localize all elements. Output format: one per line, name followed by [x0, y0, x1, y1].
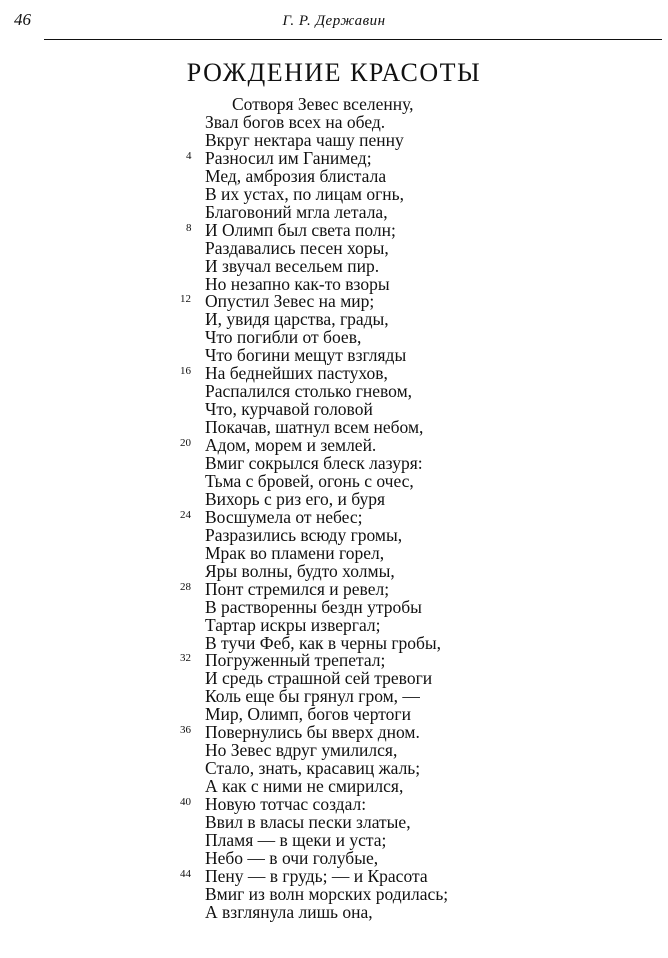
poem-line-text: Опустил Зевес на мир; [205, 291, 375, 312]
poem-line-text: Разносил им Ганимед; [205, 147, 372, 168]
poem-line-text: Вихорь с риз его, и буря [205, 488, 386, 509]
poem-line-text: Разразились всюду громы, [205, 524, 403, 545]
poem-line-text: Но Зевес вдруг умилился, [205, 740, 398, 761]
poem-line [0, 867, 668, 886]
poem-line-text: Тьма с бровей, огонь с очес, [205, 470, 414, 491]
poem-line-text: Но незапно как-то взоры [205, 273, 390, 294]
poem-line-text: В тучи Феб, как в черны гробы, [205, 632, 442, 653]
poem-line [0, 544, 668, 563]
poem-line-text: Что погибли от боев, [205, 327, 362, 348]
line-number: 44 [180, 867, 191, 880]
poem-line-text: Что богини мещут взгляды [205, 345, 407, 366]
header-rule [44, 39, 662, 40]
poem-line-text: На беднейших пастухов, [205, 363, 388, 384]
line-number: 32 [180, 652, 191, 665]
poem-line-text: Яры волны, будто холмы, [205, 560, 395, 581]
poem-line [0, 221, 668, 240]
line-number: 12 [180, 293, 191, 306]
poem-line-text: И средь страшной сей тревоги [205, 668, 433, 689]
poem-line [0, 616, 668, 635]
poem-line-text: Новую тотчас создал: [205, 794, 367, 815]
poem-line [0, 239, 668, 258]
poem-line-text: Ввил в власы пески златые, [205, 812, 411, 832]
poem-line-text: Сотворя Зевес вселенну, [232, 94, 414, 114]
poem-line-text: Адом, морем и землей. [205, 435, 377, 456]
poem-line-text: Распалился столько гневом, [205, 381, 413, 402]
poem-line-text: А взглянула лишь она, [205, 901, 373, 922]
poem-line-text: Погруженный трепетал; [205, 650, 386, 671]
poem-line-text: Пламя — в щеки и уста; [205, 829, 387, 850]
poem-line [0, 203, 668, 222]
poem-line-text: Коль еще бы грянул гром, — [205, 686, 420, 707]
poem-line [0, 562, 668, 581]
poem-line-text: Покачав, шатнул всем небом, [205, 417, 424, 438]
line-number: 40 [180, 796, 191, 809]
poem-line-text: Благовоний мгла летала, [205, 201, 388, 222]
poem-line-text: Восшумела от небес; [205, 506, 363, 527]
poem-line-text: Понт стремился и ревел; [205, 578, 390, 599]
poem-line-text: Мед, амброзия блистала [205, 165, 387, 186]
poem-line-text: А как с ними не смирился, [205, 776, 404, 797]
poem-line-text: Пену — в грудь; — и Красота [205, 865, 428, 886]
line-number: 24 [180, 508, 191, 521]
poem-line-text: Вкруг нектара чашу пенну [205, 129, 404, 150]
poem-line [0, 185, 668, 204]
poem-line [0, 508, 668, 527]
poem-line-text: Раздавались песен хоры, [205, 237, 389, 258]
poem-line [0, 149, 668, 168]
poem-line [0, 580, 668, 599]
poem-line-text: Вмиг из волн морских родилась; [205, 883, 449, 904]
poem-line-text: Вмиг сокрылся блеск лазуря: [205, 453, 423, 473]
line-number: 4 [186, 149, 192, 162]
line-number: 28 [180, 580, 191, 593]
poem-line [0, 167, 668, 186]
poem-line-text: И, увидя царства, грады, [205, 309, 389, 330]
poem-line [0, 885, 668, 904]
poem-line-text: И Олимп был света полн; [205, 219, 396, 240]
poem-title: РОЖДЕНИЕ КРАСОТЫ [186, 58, 482, 87]
poem-line-text: И звучал весельем пир. [205, 255, 380, 276]
poem-line-text: Мрак во пламени горел, [205, 542, 385, 563]
line-number: 36 [180, 724, 191, 737]
poem-line-text: Тартар искры извергал; [205, 614, 381, 635]
poem-line-text: Небо — в очи голубые, [205, 847, 379, 868]
line-number: 16 [180, 365, 191, 378]
poem-line-text: Звал богов всех на обед. [205, 111, 386, 132]
poem-line-text: В их устах, по лицам огнь, [205, 183, 405, 204]
poem-line-text: Повернулись бы вверх дном. [205, 722, 420, 743]
poem-line [0, 257, 668, 276]
page-number: 46 [14, 10, 31, 29]
line-number: 8 [186, 221, 192, 234]
poem-line-text: Мир, Олимп, богов чертоги [205, 704, 411, 725]
poem-line-text: Что, курчавой головой [205, 399, 373, 420]
poem-line [0, 903, 668, 922]
running-head: Г. Р. Державин [282, 13, 386, 29]
poem-line-text: Стало, знать, красавиц жаль; [205, 758, 421, 779]
poem-line-text: В растворенны бездн утробы [205, 596, 422, 617]
line-number: 20 [180, 437, 191, 450]
poem-line [0, 598, 668, 617]
poem-line [0, 526, 668, 545]
